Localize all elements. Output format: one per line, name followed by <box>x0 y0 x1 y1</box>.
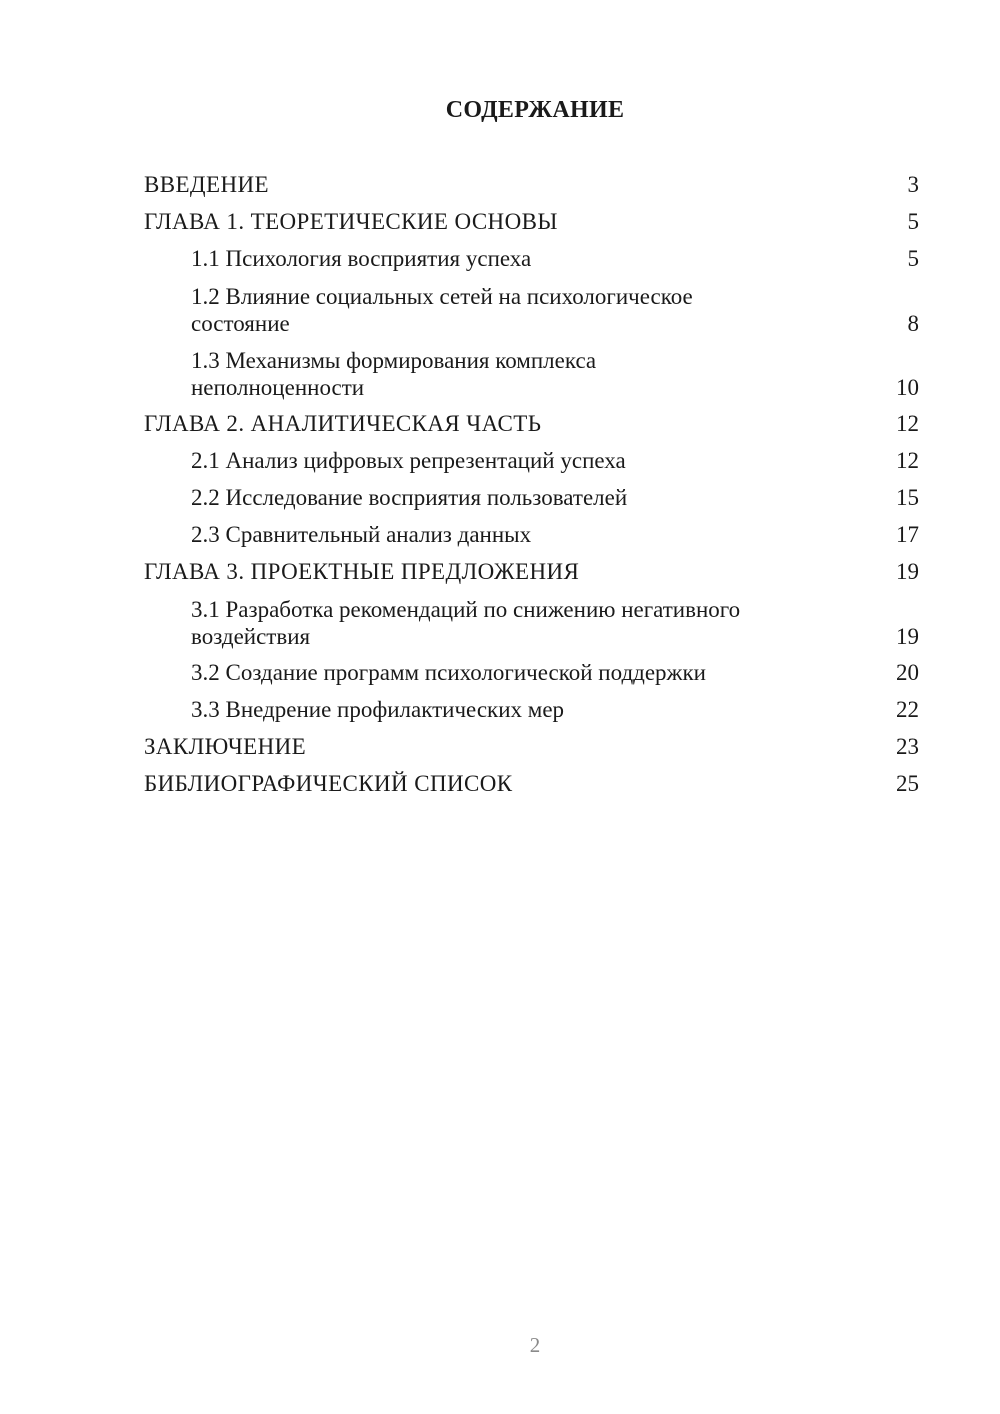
toc-entry-page: 3 <box>907 172 919 197</box>
toc-entry-page: 10 <box>896 375 919 400</box>
toc-entry-page: 19 <box>896 624 919 649</box>
toc-entry-label: 3.2 Создание программ психологической поддержки <box>191 660 706 685</box>
toc-entry-3-3 <box>144 691 919 728</box>
toc-entry-page: 25 <box>896 771 919 796</box>
toc-entry-bibliography <box>144 765 919 802</box>
toc-entry-2-1 <box>144 442 919 479</box>
toc-entry-label: 2.3 Сравнительный анализ данных <box>191 522 532 547</box>
toc-entry-2-3 <box>144 516 919 553</box>
toc-entry-label: 2.2 Исследование восприятия пользователей <box>191 485 628 510</box>
toc-entry-chapter-2 <box>144 405 919 442</box>
toc-entry-label: 1.2 Влияние социальных сетей на психологическое состояние <box>191 284 693 336</box>
toc-title: СОДЕРЖАНИЕ <box>445 97 625 123</box>
toc-entry-page: 5 <box>907 246 919 271</box>
toc-entry-chapter-3 <box>144 553 919 590</box>
toc-entry-1-1 <box>144 240 919 277</box>
toc-entry-introduction <box>144 166 919 203</box>
toc-entry-3-2 <box>144 654 919 691</box>
toc-entry-label: ЗАКЛЮЧЕНИЕ <box>144 734 307 759</box>
toc-entry-label: ГЛАВА 2. АНАЛИТИЧЕСКАЯ ЧАСТЬ <box>144 411 542 436</box>
toc-entry-1-2 <box>144 277 919 341</box>
toc-entry-page: 23 <box>896 734 919 759</box>
toc-entry-label: 1.3 Механизмы формирования комплекса неполноценности <box>191 348 597 400</box>
toc-entry-label: 3.3 Внедрение профилактических мер <box>191 697 565 722</box>
toc-entry-label: 2.1 Анализ цифровых репрезентаций успеха <box>191 448 626 473</box>
toc-entry-page: 8 <box>907 311 919 336</box>
toc-entry-1-3 <box>144 341 919 405</box>
page-number: 2 <box>529 1333 541 1357</box>
table-of-contents <box>144 166 919 802</box>
toc-entry-page: 5 <box>907 209 919 234</box>
toc-entry-page: 17 <box>896 522 919 547</box>
toc-entry-page: 19 <box>896 559 919 584</box>
toc-entry-chapter-1 <box>144 203 919 240</box>
toc-entry-label: ГЛАВА 3. ПРОЕКТНЫЕ ПРЕДЛОЖЕНИЯ <box>144 559 580 584</box>
toc-entry-page: 12 <box>896 411 919 436</box>
toc-entry-page: 15 <box>896 485 919 510</box>
toc-entry-label: ГЛАВА 1. ТЕОРЕТИЧЕСКИЕ ОСНОВЫ <box>144 209 558 234</box>
toc-entry-label: 1.1 Психология восприятия успеха <box>191 246 532 271</box>
toc-entry-conclusion <box>144 728 919 765</box>
toc-entry-3-1 <box>144 590 919 654</box>
toc-entry-label: БИБЛИОГРАФИЧЕСКИЙ СПИСОК <box>144 771 513 796</box>
toc-entry-label: ВВЕДЕНИЕ <box>144 172 269 197</box>
toc-entry-2-2 <box>144 479 919 516</box>
toc-entry-page: 22 <box>896 697 919 722</box>
toc-entry-page: 12 <box>896 448 919 473</box>
toc-entry-page: 20 <box>896 660 919 685</box>
toc-entry-label: 3.1 Разработка рекомендаций по снижению негативного воздействия <box>191 597 741 649</box>
